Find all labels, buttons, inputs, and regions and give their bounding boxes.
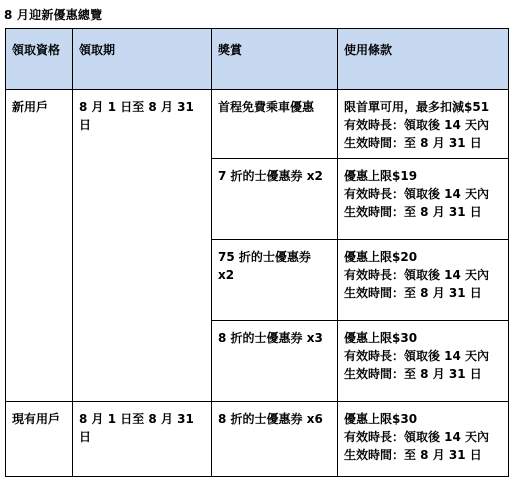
- eligibility-cell: 新用戶: [6, 90, 73, 402]
- terms-cell: [338, 90, 509, 159]
- header-period: 領取期: [73, 29, 212, 90]
- promotion-table: [5, 28, 509, 477]
- reward-cell: 7 折的士優惠券 x2: [212, 159, 338, 240]
- terms-line: 有效時長：領取後 14 天內: [344, 187, 490, 201]
- reward-cell: 75 折的士優惠券 x2: [212, 240, 338, 321]
- terms-cell: [338, 240, 509, 321]
- page-title: 8 月迎新優惠總覽: [4, 8, 103, 22]
- reward-cell: 8 折的士優惠券 x6: [212, 402, 338, 477]
- header-row: [6, 29, 509, 90]
- period-cell: 8 月 1 日至 8 月 31 日: [73, 90, 212, 402]
- terms-line: 優惠上限$20: [344, 250, 418, 264]
- header-terms: 使用條款: [338, 29, 509, 90]
- eligibility-cell: 現有用戶: [6, 402, 73, 477]
- terms-line: 限首單可用，最多扣減$51: [344, 100, 490, 114]
- terms-line: 生效時間：至 8 月 31 日: [344, 448, 482, 462]
- terms-cell: [338, 159, 509, 240]
- terms-line: 生效時間：至 8 月 31 日: [344, 286, 482, 300]
- period-cell: 8 月 1 日至 8 月 31 日: [73, 402, 212, 477]
- terms-line: 有效時長：領取後 14 天內: [344, 118, 490, 132]
- header-reward: 獎賞: [212, 29, 338, 90]
- table-row: [6, 90, 509, 159]
- terms-line: 有效時長：領取後 14 天內: [344, 349, 490, 363]
- terms-line: 有效時長：領取後 14 天內: [344, 430, 490, 444]
- terms-cell: [338, 321, 509, 402]
- terms-line: 優惠上限$30: [344, 331, 418, 345]
- table-row: [6, 402, 509, 477]
- reward-cell: 首程免費乘車優惠: [212, 90, 338, 159]
- terms-cell: [338, 402, 509, 477]
- terms-line: 優惠上限$30: [344, 412, 418, 426]
- reward-cell: 8 折的士優惠券 x3: [212, 321, 338, 402]
- terms-line: 生效時間：至 8 月 31 日: [344, 367, 482, 381]
- header-eligibility: 領取資格: [6, 29, 73, 90]
- terms-line: 生效時間：至 8 月 31 日: [344, 136, 482, 150]
- terms-line: 優惠上限$19: [344, 169, 418, 183]
- terms-line: 生效時間：至 8 月 31 日: [344, 205, 482, 219]
- terms-line: 有效時長：領取後 14 天內: [344, 268, 490, 282]
